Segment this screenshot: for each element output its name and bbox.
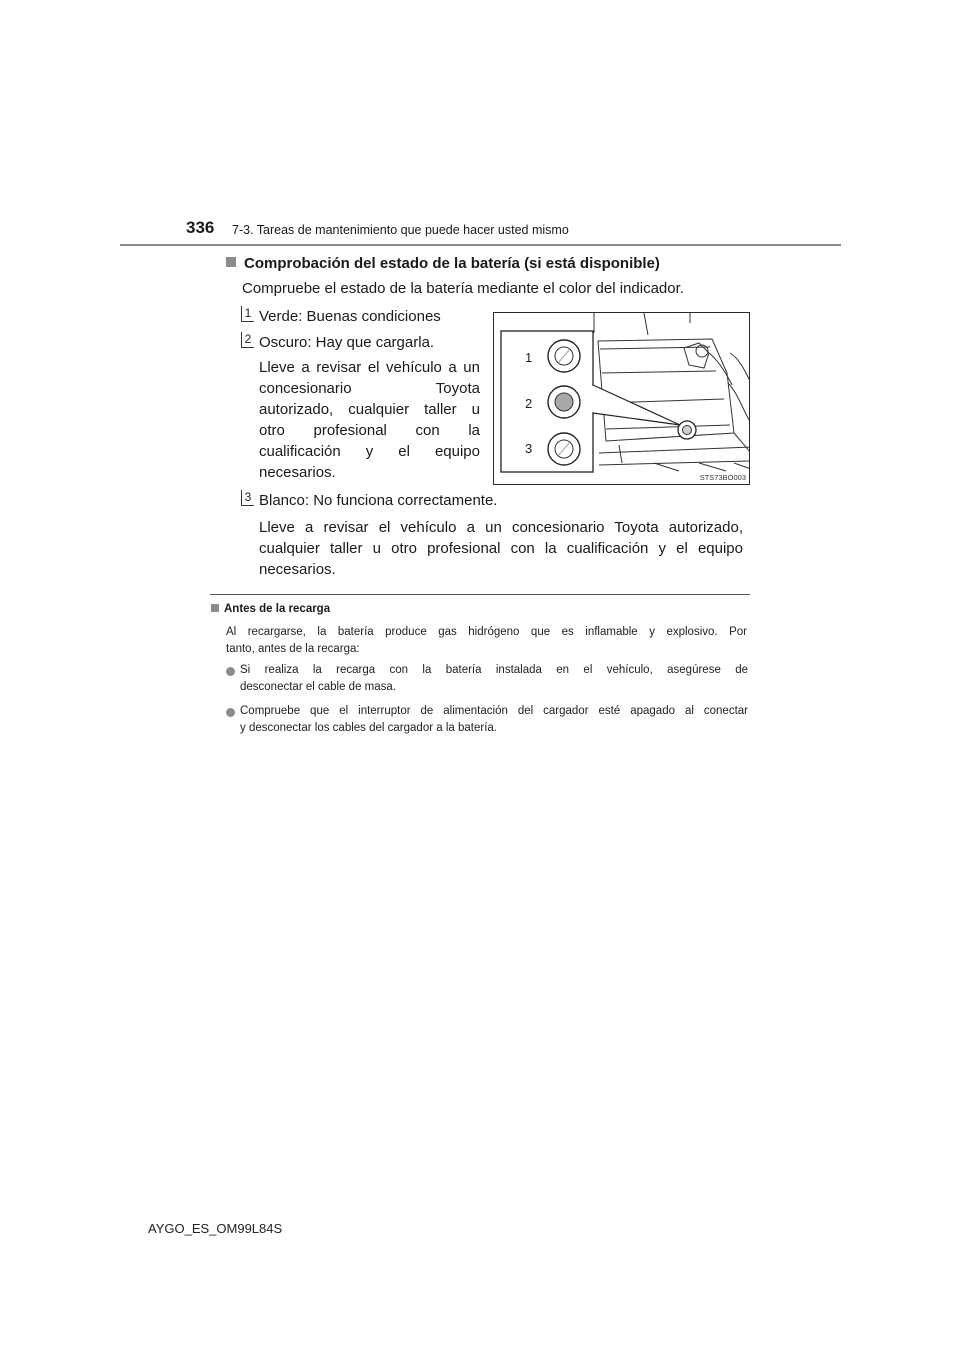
item-3-detail-line: Lleve a revisar el vehículo a un concesionario Toyota autorizado, <box>259 519 743 536</box>
note-title <box>211 603 330 615</box>
note-bullet-1 <box>240 662 748 696</box>
callout-1: 1 <box>525 350 533 365</box>
note-bullet-2 <box>240 703 748 737</box>
square-marker-icon <box>226 257 236 267</box>
note-bullet-line: desconectar el cable de masa. <box>240 681 396 693</box>
item-1-number: 1 <box>241 306 254 322</box>
section-title-text: Comprobación del estado de la batería (si está disponible) <box>244 255 660 272</box>
item-2-detail-line: cualificación y el equipo <box>259 443 480 460</box>
indicator-green <box>548 340 580 372</box>
note-divider <box>210 594 750 595</box>
item-2-detail-line: otro profesional con la <box>259 422 480 439</box>
bullet-icon <box>226 667 235 676</box>
battery-illustration <box>494 313 750 485</box>
header-divider <box>120 244 841 246</box>
item-2-detail-line: Lleve a revisar el vehículo a un <box>259 359 480 376</box>
callout-3: 3 <box>525 441 533 456</box>
figure-code: STS73BO003 <box>699 473 746 482</box>
section-header: 7-3. Tareas de mantenimiento que puede hacer usted mismo <box>232 223 569 237</box>
note-title-text: Antes de la recarga <box>224 603 331 615</box>
callout-2: 2 <box>525 396 533 411</box>
intro-text: Compruebe el estado de la batería mediante el color del indicador. <box>242 280 684 297</box>
item-1-label: Verde: Buenas condiciones <box>259 308 441 325</box>
indicator-dark <box>548 386 580 418</box>
square-marker-icon <box>211 604 219 612</box>
note-bullet-line: y desconectar los cables del cargador a la batería. <box>240 722 497 734</box>
note-bullet-line: Compruebe que el interruptor de alimentación del cargador esté apagado al conectar <box>240 705 748 717</box>
note-bullet-line: Si realiza la recarga con la batería instalada en el vehículo, asegúrese de <box>240 664 748 676</box>
indicator-white <box>548 433 580 465</box>
item-3-detail-line: cualquier taller u otro profesional con la cualificación y el equipo <box>259 540 743 557</box>
item-3-detail-line: necesarios. <box>259 561 336 578</box>
item-2-detail <box>259 357 480 483</box>
document-code: AYGO_ES_OM99L84S <box>148 1221 283 1236</box>
item-2-detail-line: concesionario Toyota <box>259 380 480 397</box>
item-2-detail-line: autorizado, cualquier taller u <box>259 401 480 418</box>
note-line: tanto, antes de la recarga: <box>226 643 360 655</box>
item-2-label: Oscuro: Hay que cargarla. <box>259 334 435 351</box>
section-title <box>226 255 660 272</box>
item-3-number: 3 <box>241 490 254 506</box>
page-number: 336 <box>186 218 215 237</box>
bullet-icon <box>226 708 235 717</box>
note-paragraph <box>226 624 747 658</box>
item-2-detail-line: necesarios. <box>259 464 336 481</box>
note-line: Al recargarse, la batería produce gas hidrógeno que es inflamable y explosivo. Por <box>226 626 747 638</box>
item-3-detail <box>259 517 743 580</box>
item-2-number: 2 <box>241 332 254 348</box>
battery-indicator-figure <box>493 312 750 485</box>
item-3-label: Blanco: No funciona correctamente. <box>259 492 498 509</box>
